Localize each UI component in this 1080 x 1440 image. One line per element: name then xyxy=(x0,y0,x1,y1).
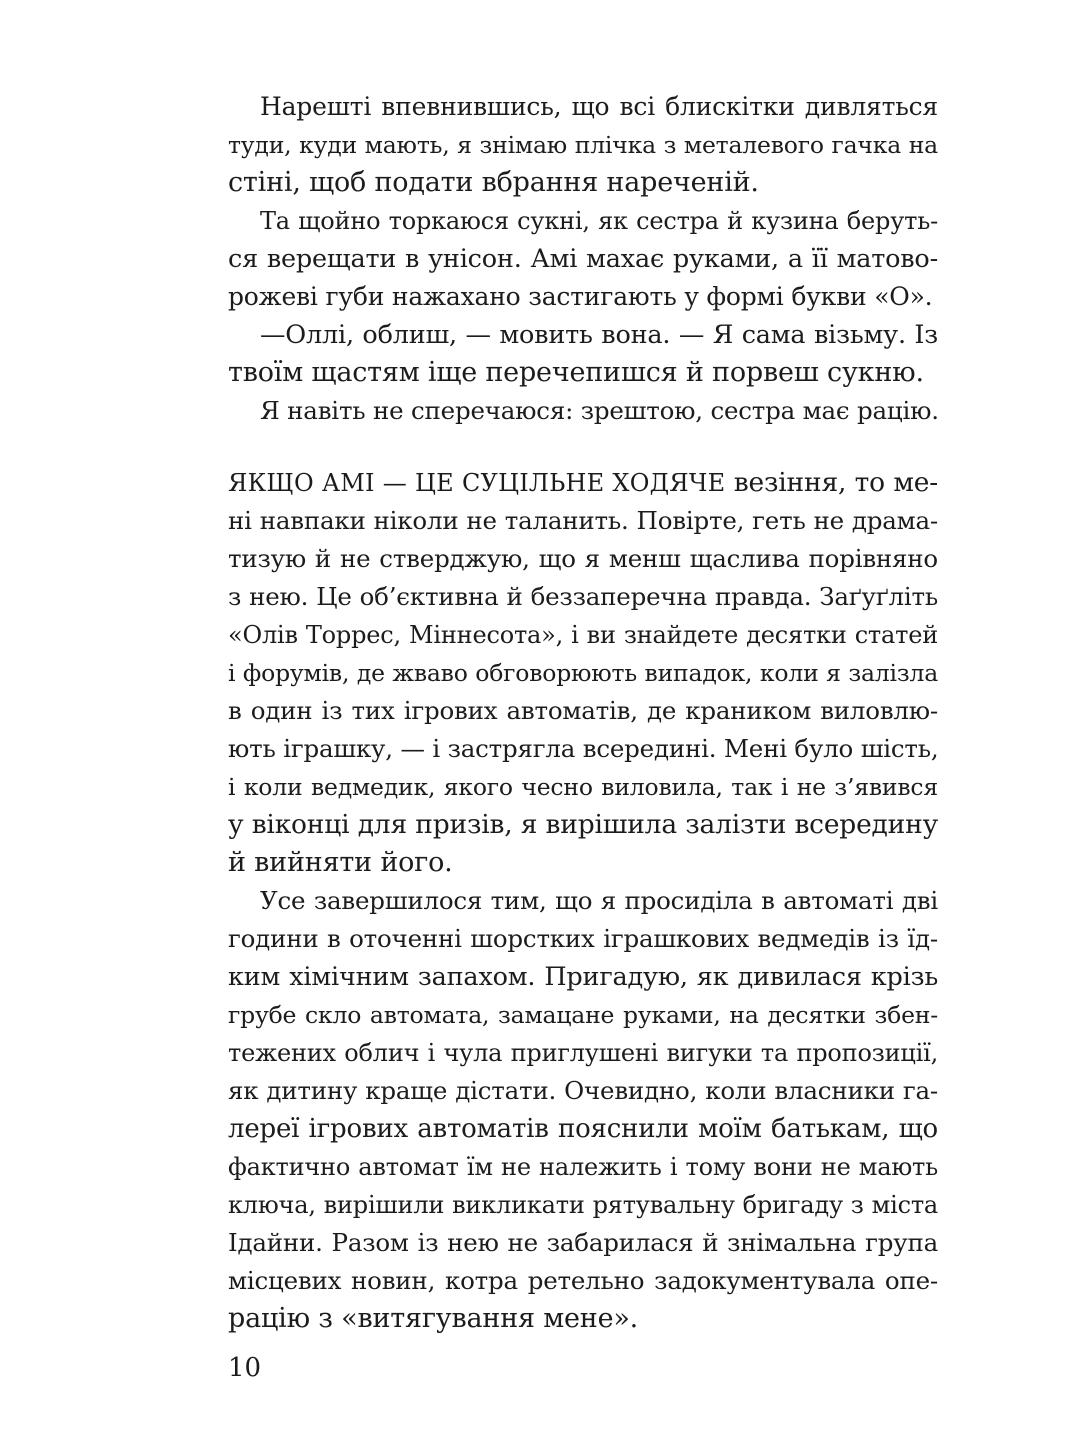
text-line: туди, куди мають, я знімаю плічка з металевого гачка на xyxy=(228,131,938,159)
paragraph-1 xyxy=(228,88,938,202)
text-line: Та щойно торкаюся сукні, як сестра й кузина беруть- xyxy=(260,207,938,235)
text-line: «Олів Торрес, Міннесота», і ви знайдете десятки статей xyxy=(228,621,938,649)
text-line: тизую й не стверджую, що я менш щаслива порівняно xyxy=(228,544,938,573)
text-line: в один із тих ігрових автоматів, де краником виловлю- xyxy=(228,696,938,725)
text-line: лереї ігрових автоматів пояснили моїм батькам, що xyxy=(228,1114,938,1144)
text-line: Я навіть не сперечаюся: зрештою, сестра має рацію. xyxy=(260,396,939,425)
text-line: Нарешті впевнившись, що всі блискітки дивляться xyxy=(260,92,938,121)
text-line: твоїм щастям іще перечепишся й порвеш сукню. xyxy=(228,357,924,388)
text-line: грубе скло автомата, замацане руками, на десятки збен- xyxy=(228,1001,938,1029)
text-line: ся верещати в унісон. Амі махає руками, а її матово- xyxy=(228,244,938,274)
text-line: —Оллі, облиш, — мовить вона. — Я сама візьму. Із xyxy=(260,320,938,350)
page-number: 10 xyxy=(228,1353,262,1383)
text-line: як дитину краще дістати. Очевидно, коли власники га- xyxy=(228,1076,938,1105)
section-lead-caps: ЯКЩО АМІ — ЦЕ СУЦІЛЬНЕ ХОДЯЧЕ xyxy=(228,469,726,497)
section-paragraph-2 xyxy=(228,882,938,1338)
text-line: з нею. Це об’єктивна й беззаперечна правда. Заґуґліть xyxy=(228,582,938,611)
text-line: і форумів, де жваво обговорюють випадок, коли я залізла xyxy=(228,659,938,687)
text-line: Усе завершилося тим, що я просиділа в автоматі дві xyxy=(260,886,938,915)
text-line: ні навпаки ніколи не таланить. Повірте, геть не драма- xyxy=(228,506,938,535)
text-line: ють іграшку, — і застрягла всередині. Мені було шість, xyxy=(228,734,939,763)
text-line: у віконці для призів, я вирішила залізти всередину xyxy=(228,809,938,840)
paragraph-4 xyxy=(228,392,938,430)
section-lead-rest: везіння, то ме- xyxy=(725,467,938,498)
text-line: ким хімічним запахом. Пригадую, як дивилася крізь xyxy=(228,962,938,992)
paragraph-2 xyxy=(228,202,938,316)
section-paragraph-1 xyxy=(228,464,938,882)
text-line: й вийняти його. xyxy=(228,847,453,878)
section-break xyxy=(228,430,938,464)
text-line: місцевих новин, котра ретельно задокументувала опе- xyxy=(228,1266,938,1295)
text-line: стіні, щоб подати вбрання нареченій. xyxy=(228,167,759,198)
text-line: і коли ведмедик, якого чесно виловила, так і не з’явився xyxy=(228,773,938,801)
text-line: Ідайни. Разом із нею не забарилася й знімальна група xyxy=(228,1228,938,1257)
text-line: ключа, вирішили викликати рятувальну бригаду з міста xyxy=(228,1191,938,1219)
text-line: рацію з «витягування мене». xyxy=(228,1303,639,1334)
book-page-text xyxy=(228,88,938,1338)
text-line: тежених облич і чула приглушені вигуки та пропозиції, xyxy=(228,1039,938,1067)
text-line: фактично автомат їм не належить і тому вони не мають xyxy=(228,1153,938,1181)
text-line: години в оточенні шорстких іграшкових ведмедів із їд- xyxy=(228,924,938,953)
text-line: рожеві губи нажахано застигають у формі букви «О». xyxy=(228,282,933,311)
paragraph-3-dialogue xyxy=(228,316,938,392)
section-lead-line xyxy=(228,464,938,502)
